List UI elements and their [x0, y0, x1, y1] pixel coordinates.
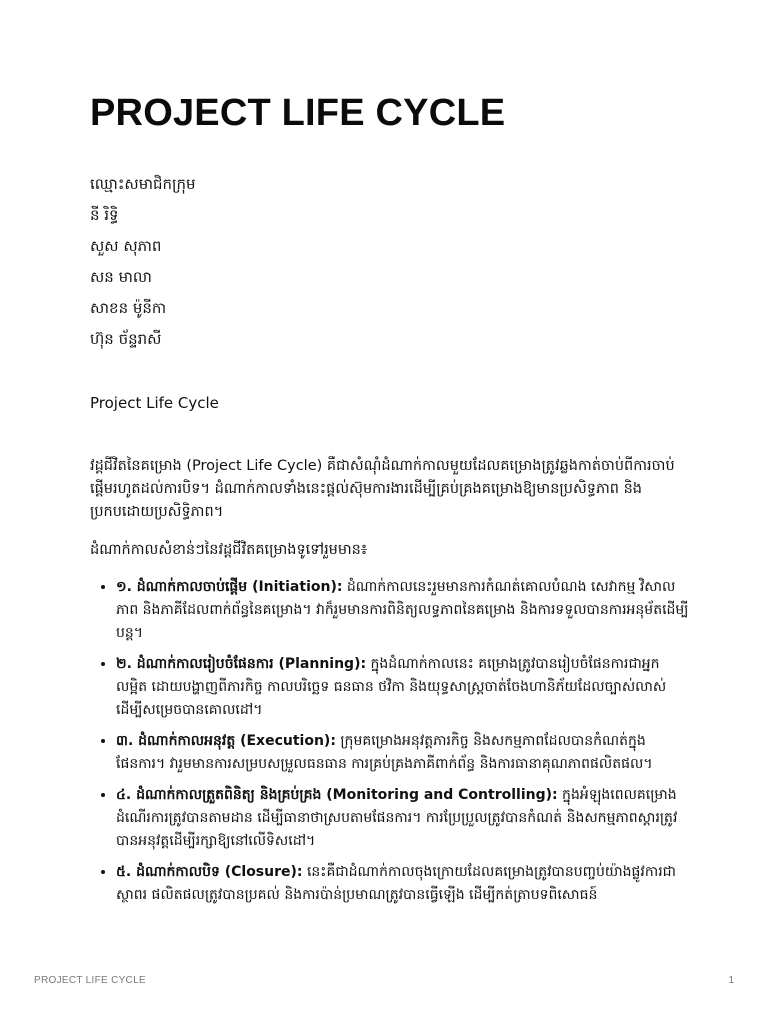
member-name: សួស សុភាព: [90, 237, 162, 255]
document-title: PROJECT LIFE CYCLE: [90, 92, 506, 134]
phase-title: ៣. ដំណាក់កាលអនុវត្ត (Execution):: [116, 733, 336, 749]
phase-title: ២. ដំណាក់កាលរៀបចំផែនការ (Planning):: [116, 656, 367, 672]
phase-text: ដំណាក់កាលនេះរួមមានការកំណត់គោលបំណង សេវាកម្ម វិសាលភាព និងភាគីដែលពាក់ព័ន្ធនៃគម្រោង។ វាក៏រួមមានការពិនិត្យលទ្ធភាពនៃគម្រោង និងការទទួលបានការអនុម័តដើម្បីបន្ត។: [116, 579, 689, 641]
phases-lead: ដំណាក់កាលសំខាន់ៗនៃវដ្តជីវិតគម្រោងទូទៅរួមមាន៖: [90, 541, 368, 558]
phase-title: ៤. ដំណាក់កាលត្រួតពិនិត្យ និងគ្រប់គ្រង (Monitoring and Controlling):: [116, 787, 558, 803]
intro-paragraph: វដ្តជីវិតនៃគម្រោង (Project Life Cycle) គឺជាសំណុំដំណាក់កាលមួយដែលគម្រោងត្រូវឆ្លងកាត់ចាប់ពីការចាប់ផ្តើមរហូតដល់ការបិទ។ ដំណាក់កាលទាំងនេះផ្តល់ស៊ុមការងារដើម្បីគ្រប់គ្រងគម្រោងឱ្យមានប្រសិទ្ធភាព និងប្រកបដោយប្រសិទ្ធិភាព។: [90, 458, 675, 520]
phase-title: ៥. ដំណាក់កាលបិទ (Closure):: [116, 864, 303, 880]
member-name: សន មាលា: [90, 268, 152, 286]
phases-list: [90, 576, 690, 907]
phase-text: ក្រុមគម្រោងអនុវត្តភារកិច្ច និងសកម្មភាពដែលបានកំណត់ក្នុងផែនការ។ វារួមមានការសម្របសម្រួលធនធាន ការគ្រប់គ្រងភាគីពាក់ព័ន្ធ និងការធានាគុណភាពផលិតផល។: [116, 733, 653, 772]
phase-title: ១. ដំណាក់កាលចាប់ផ្តើម (Initiation):: [116, 579, 343, 595]
page-content: [90, 92, 690, 915]
member-name: ហ៊ុន ច័ន្ទរាសី: [90, 330, 162, 348]
phase-text: ក្នុងដំណាក់កាលនេះ គម្រោងត្រូវបានរៀបចំផែនការជាអ្នកលម្អិត ដោយបង្ហាញពីភារកិច្ច កាលបរិច្ឆេទ ធនធាន ថវិកា និងយុទ្ធសាស្រ្តចាត់ចែងហានិភ័យដែលច្បាស់លាស់ ដើម្បីសម្រេចបានគោលដៅ។: [116, 656, 667, 718]
section-label: Project Life Cycle: [90, 394, 219, 412]
phase-text: នេះគឺជាដំណាក់កាលចុងក្រោយដែលគម្រោងត្រូវបានបញ្ចប់យ៉ាងផ្លូវការជាស្ថាពរ ផលិតផលត្រូវបានប្រគល់ និងការប៉ាន់ប្រមាណត្រូវបានធ្វើឡើង ដើម្បីកត់ត្រាបទពិសោធន៍: [116, 864, 676, 903]
member-name: សាខន ម៉ូនីកា: [90, 299, 167, 317]
phase-item: [116, 784, 690, 853]
members-heading: ឈ្មោះសមាជិកក្រុម: [90, 175, 196, 193]
page-number: 1: [728, 975, 734, 986]
members-list: [90, 169, 690, 355]
phase-item: [116, 653, 690, 722]
phase-item: [116, 730, 690, 776]
phase-item: [116, 861, 690, 907]
phase-item: [116, 576, 690, 645]
footer-title: PROJECT LIFE CYCLE: [34, 975, 146, 986]
phase-text: ក្នុងអំឡុងពេលគម្រោងដំណើរការត្រូវបានតាមដាន ដើម្បីធានាថាស្របតាមផែនការ។ ការប្រែប្រួលត្រូវបានកំណត់ និងសកម្មភាពស្តារត្រូវបានអនុវត្តដើម្បីរក្សាឱ្យនៅលើទិសដៅ។: [116, 787, 678, 849]
member-name: នី រិទ្ធិ: [90, 206, 119, 224]
